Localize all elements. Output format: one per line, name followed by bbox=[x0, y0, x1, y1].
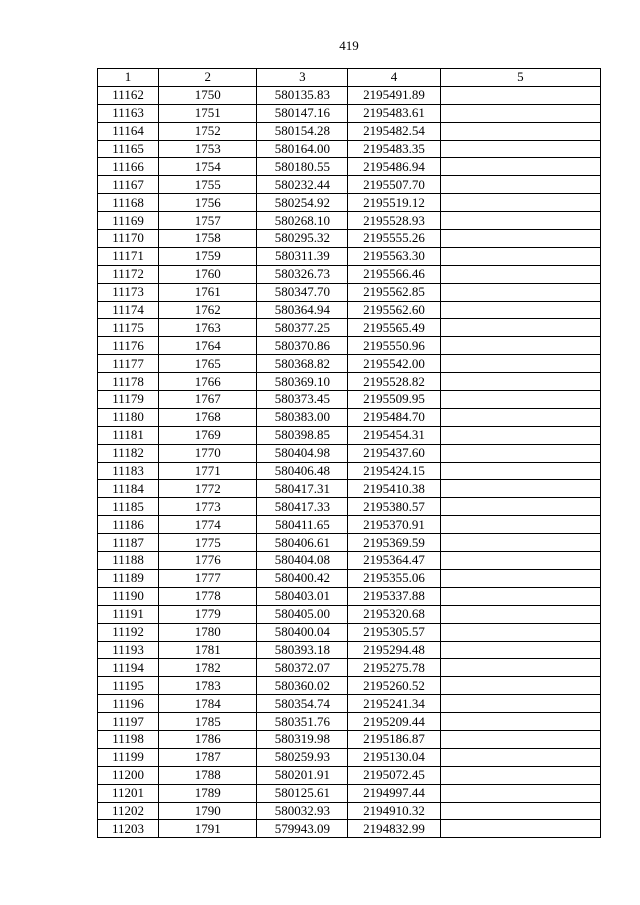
table-cell-col-5 bbox=[440, 140, 600, 158]
table-cell-col-3: 580259.93 bbox=[257, 748, 348, 766]
table-row bbox=[98, 194, 601, 212]
table-cell-col-1: 11198 bbox=[98, 730, 159, 748]
table-cell-col-2: 1790 bbox=[159, 802, 257, 820]
table-row bbox=[98, 426, 601, 444]
table-cell-col-2: 1789 bbox=[159, 784, 257, 802]
table-cell-col-5 bbox=[440, 408, 600, 426]
table-row bbox=[98, 695, 601, 713]
column-header-2: 2 bbox=[159, 69, 257, 87]
table-row bbox=[98, 337, 601, 355]
table-cell-col-2: 1770 bbox=[159, 444, 257, 462]
table-cell-col-2: 1766 bbox=[159, 373, 257, 391]
table-cell-col-3: 580032.93 bbox=[257, 802, 348, 820]
table-row bbox=[98, 748, 601, 766]
table-cell-col-4: 2195320.68 bbox=[348, 605, 440, 623]
table-cell-col-4: 2195241.34 bbox=[348, 695, 440, 713]
table-cell-col-5 bbox=[440, 462, 600, 480]
table-cell-col-3: 580398.85 bbox=[257, 426, 348, 444]
table-cell-col-4: 2195380.57 bbox=[348, 498, 440, 516]
table-cell-col-5 bbox=[440, 784, 600, 802]
table-cell-col-5 bbox=[440, 766, 600, 784]
table-cell-col-3: 580319.98 bbox=[257, 730, 348, 748]
table-row bbox=[98, 373, 601, 391]
table-cell-col-1: 11177 bbox=[98, 355, 159, 373]
table-cell-col-1: 11181 bbox=[98, 426, 159, 444]
table-cell-col-3: 580406.48 bbox=[257, 462, 348, 480]
table-cell-col-4: 2195186.87 bbox=[348, 730, 440, 748]
table-cell-col-2: 1784 bbox=[159, 695, 257, 713]
table-cell-col-2: 1781 bbox=[159, 641, 257, 659]
table-cell-col-4: 2195484.70 bbox=[348, 408, 440, 426]
table-cell-col-2: 1776 bbox=[159, 552, 257, 570]
table-cell-col-1: 11190 bbox=[98, 587, 159, 605]
table-cell-col-1: 11179 bbox=[98, 391, 159, 409]
table-cell-col-1: 11170 bbox=[98, 230, 159, 248]
table-cell-col-3: 580360.02 bbox=[257, 677, 348, 695]
table-cell-col-1: 11178 bbox=[98, 373, 159, 391]
table-cell-col-1: 11194 bbox=[98, 659, 159, 677]
table-cell-col-2: 1791 bbox=[159, 820, 257, 838]
table-cell-col-4: 2195370.91 bbox=[348, 516, 440, 534]
table-cell-col-4: 2194832.99 bbox=[348, 820, 440, 838]
table-cell-col-4: 2195509.95 bbox=[348, 391, 440, 409]
table-cell-col-3: 580400.04 bbox=[257, 623, 348, 641]
table-cell-col-1: 11169 bbox=[98, 212, 159, 230]
table-cell-col-4: 2195483.61 bbox=[348, 104, 440, 122]
table-cell-col-1: 11163 bbox=[98, 104, 159, 122]
table-cell-col-5 bbox=[440, 86, 600, 104]
table-header bbox=[98, 69, 601, 87]
table-cell-col-2: 1785 bbox=[159, 713, 257, 731]
table-cell-col-4: 2195369.59 bbox=[348, 534, 440, 552]
table-cell-col-4: 2195275.78 bbox=[348, 659, 440, 677]
table-cell-col-3: 580406.61 bbox=[257, 534, 348, 552]
table-cell-col-1: 11200 bbox=[98, 766, 159, 784]
table-cell-col-1: 11192 bbox=[98, 623, 159, 641]
table-cell-col-3: 580404.98 bbox=[257, 444, 348, 462]
table-row bbox=[98, 677, 601, 695]
table-cell-col-4: 2195355.06 bbox=[348, 569, 440, 587]
table-row bbox=[98, 534, 601, 552]
table-cell-col-2: 1752 bbox=[159, 122, 257, 140]
table-cell-col-2: 1763 bbox=[159, 319, 257, 337]
table-cell-col-3: 580154.28 bbox=[257, 122, 348, 140]
column-header-1: 1 bbox=[98, 69, 159, 87]
table-cell-col-5 bbox=[440, 283, 600, 301]
table-cell-col-3: 580373.45 bbox=[257, 391, 348, 409]
table-cell-col-5 bbox=[440, 265, 600, 283]
table-cell-col-3: 580364.94 bbox=[257, 301, 348, 319]
table-cell-col-4: 2195305.57 bbox=[348, 623, 440, 641]
table-row bbox=[98, 408, 601, 426]
table-row bbox=[98, 247, 601, 265]
table-cell-col-2: 1755 bbox=[159, 176, 257, 194]
table-cell-col-2: 1751 bbox=[159, 104, 257, 122]
table-cell-col-1: 11183 bbox=[98, 462, 159, 480]
table-cell-col-4: 2195454.31 bbox=[348, 426, 440, 444]
table-row bbox=[98, 623, 601, 641]
table-cell-col-3: 580164.00 bbox=[257, 140, 348, 158]
table-cell-col-2: 1782 bbox=[159, 659, 257, 677]
table-row bbox=[98, 605, 601, 623]
table-cell-col-1: 11167 bbox=[98, 176, 159, 194]
table-cell-col-4: 2195364.47 bbox=[348, 552, 440, 570]
table-cell-col-2: 1764 bbox=[159, 337, 257, 355]
header-row bbox=[98, 69, 601, 87]
table-cell-col-4: 2195562.60 bbox=[348, 301, 440, 319]
table-cell-col-4: 2195294.48 bbox=[348, 641, 440, 659]
table-row bbox=[98, 140, 601, 158]
table-cell-col-4: 2195563.30 bbox=[348, 247, 440, 265]
table-cell-col-4: 2195565.49 bbox=[348, 319, 440, 337]
page-number: 419 bbox=[339, 38, 359, 53]
table-cell-col-2: 1768 bbox=[159, 408, 257, 426]
table-cell-col-4: 2195555.26 bbox=[348, 230, 440, 248]
table-cell-col-3: 580268.10 bbox=[257, 212, 348, 230]
table-cell-col-2: 1759 bbox=[159, 247, 257, 265]
table-cell-col-2: 1780 bbox=[159, 623, 257, 641]
table-cell-col-2: 1772 bbox=[159, 480, 257, 498]
table-cell-col-2: 1753 bbox=[159, 140, 257, 158]
table-row bbox=[98, 122, 601, 140]
table-cell-col-3: 580411.65 bbox=[257, 516, 348, 534]
table-cell-col-4: 2195130.04 bbox=[348, 748, 440, 766]
table-cell-col-5 bbox=[440, 820, 600, 838]
table-row bbox=[98, 462, 601, 480]
table-cell-col-5 bbox=[440, 426, 600, 444]
table-cell-col-2: 1756 bbox=[159, 194, 257, 212]
table-row bbox=[98, 516, 601, 534]
table-cell-col-3: 580377.25 bbox=[257, 319, 348, 337]
table-row bbox=[98, 158, 601, 176]
table-cell-col-1: 11175 bbox=[98, 319, 159, 337]
table-cell-col-4: 2195072.45 bbox=[348, 766, 440, 784]
table-cell-col-2: 1767 bbox=[159, 391, 257, 409]
table-cell-col-1: 11171 bbox=[98, 247, 159, 265]
table-cell-col-3: 580368.82 bbox=[257, 355, 348, 373]
table-row bbox=[98, 86, 601, 104]
table-cell-col-3: 580351.76 bbox=[257, 713, 348, 731]
table-cell-col-1: 11182 bbox=[98, 444, 159, 462]
column-header-4: 4 bbox=[348, 69, 440, 87]
table-cell-col-2: 1787 bbox=[159, 748, 257, 766]
table-cell-col-1: 11168 bbox=[98, 194, 159, 212]
table-cell-col-5 bbox=[440, 730, 600, 748]
table-row bbox=[98, 444, 601, 462]
table-cell-col-1: 11180 bbox=[98, 408, 159, 426]
table-cell-col-5 bbox=[440, 713, 600, 731]
table-cell-col-1: 11176 bbox=[98, 337, 159, 355]
table-cell-col-5 bbox=[440, 623, 600, 641]
table-cell-col-2: 1769 bbox=[159, 426, 257, 444]
table-row bbox=[98, 820, 601, 838]
table-cell-col-3: 580417.31 bbox=[257, 480, 348, 498]
table-cell-col-2: 1788 bbox=[159, 766, 257, 784]
table-cell-col-1: 11164 bbox=[98, 122, 159, 140]
table-row bbox=[98, 391, 601, 409]
table-cell-col-4: 2195519.12 bbox=[348, 194, 440, 212]
table-cell-col-4: 2195486.94 bbox=[348, 158, 440, 176]
table-cell-col-5 bbox=[440, 247, 600, 265]
table-cell-col-1: 11174 bbox=[98, 301, 159, 319]
table-row bbox=[98, 552, 601, 570]
table-cell-col-3: 580295.32 bbox=[257, 230, 348, 248]
table-cell-col-3: 579943.09 bbox=[257, 820, 348, 838]
table-cell-col-1: 11173 bbox=[98, 283, 159, 301]
table-cell-col-2: 1779 bbox=[159, 605, 257, 623]
table-cell-col-5 bbox=[440, 516, 600, 534]
table-cell-col-1: 11195 bbox=[98, 677, 159, 695]
table-cell-col-5 bbox=[440, 695, 600, 713]
table-cell-col-5 bbox=[440, 605, 600, 623]
table-cell-col-1: 11184 bbox=[98, 480, 159, 498]
table-cell-col-5 bbox=[440, 176, 600, 194]
table-cell-col-3: 580354.74 bbox=[257, 695, 348, 713]
table-row bbox=[98, 659, 601, 677]
table-cell-col-1: 11185 bbox=[98, 498, 159, 516]
table-row bbox=[98, 587, 601, 605]
table-cell-col-2: 1771 bbox=[159, 462, 257, 480]
table-cell-col-3: 580400.42 bbox=[257, 569, 348, 587]
table-cell-col-5 bbox=[440, 641, 600, 659]
table-cell-col-1: 11165 bbox=[98, 140, 159, 158]
table-row bbox=[98, 319, 601, 337]
table-cell-col-4: 2194910.32 bbox=[348, 802, 440, 820]
table-cell-col-4: 2195566.46 bbox=[348, 265, 440, 283]
table-cell-col-5 bbox=[440, 319, 600, 337]
table-row bbox=[98, 480, 601, 498]
table-cell-col-4: 2195528.93 bbox=[348, 212, 440, 230]
table-cell-col-5 bbox=[440, 748, 600, 766]
table-row bbox=[98, 104, 601, 122]
table-cell-col-2: 1778 bbox=[159, 587, 257, 605]
table-body bbox=[98, 86, 601, 837]
table-row bbox=[98, 301, 601, 319]
table-cell-col-3: 580369.10 bbox=[257, 373, 348, 391]
table-cell-col-3: 580372.07 bbox=[257, 659, 348, 677]
table-cell-col-2: 1786 bbox=[159, 730, 257, 748]
table-cell-col-5 bbox=[440, 552, 600, 570]
table-cell-col-5 bbox=[440, 122, 600, 140]
table-cell-col-1: 11202 bbox=[98, 802, 159, 820]
table-row bbox=[98, 498, 601, 516]
coordinates-table bbox=[97, 68, 601, 838]
table-cell-col-1: 11189 bbox=[98, 569, 159, 587]
table-cell-col-1: 11193 bbox=[98, 641, 159, 659]
table-cell-col-4: 2195437.60 bbox=[348, 444, 440, 462]
column-header-5: 5 bbox=[440, 69, 600, 87]
table-cell-col-4: 2195424.15 bbox=[348, 462, 440, 480]
table-cell-col-3: 580404.08 bbox=[257, 552, 348, 570]
table-cell-col-2: 1758 bbox=[159, 230, 257, 248]
table-cell-col-5 bbox=[440, 677, 600, 695]
table-row bbox=[98, 641, 601, 659]
table-cell-col-5 bbox=[440, 337, 600, 355]
table-row bbox=[98, 784, 601, 802]
table-cell-col-5 bbox=[440, 104, 600, 122]
table-row bbox=[98, 355, 601, 373]
table-cell-col-1: 11187 bbox=[98, 534, 159, 552]
table-cell-col-5 bbox=[440, 587, 600, 605]
table-cell-col-4: 2195491.89 bbox=[348, 86, 440, 104]
table-cell-col-5 bbox=[440, 373, 600, 391]
table-row bbox=[98, 713, 601, 731]
table-cell-col-3: 580405.00 bbox=[257, 605, 348, 623]
table-row bbox=[98, 283, 601, 301]
table-cell-col-4: 2195550.96 bbox=[348, 337, 440, 355]
table-cell-col-4: 2195483.35 bbox=[348, 140, 440, 158]
table-cell-col-5 bbox=[440, 498, 600, 516]
table-cell-col-3: 580232.44 bbox=[257, 176, 348, 194]
table-cell-col-1: 11199 bbox=[98, 748, 159, 766]
table-row bbox=[98, 730, 601, 748]
table-cell-col-1: 11162 bbox=[98, 86, 159, 104]
table-cell-col-4: 2195209.44 bbox=[348, 713, 440, 731]
column-header-3: 3 bbox=[257, 69, 348, 87]
table-cell-col-2: 1774 bbox=[159, 516, 257, 534]
table-cell-col-5 bbox=[440, 391, 600, 409]
table-cell-col-1: 11197 bbox=[98, 713, 159, 731]
table-cell-col-3: 580403.01 bbox=[257, 587, 348, 605]
table-cell-col-1: 11191 bbox=[98, 605, 159, 623]
table-cell-col-2: 1775 bbox=[159, 534, 257, 552]
table-cell-col-3: 580311.39 bbox=[257, 247, 348, 265]
table-cell-col-5 bbox=[440, 802, 600, 820]
table-cell-col-3: 580201.91 bbox=[257, 766, 348, 784]
table-cell-col-4: 2195337.88 bbox=[348, 587, 440, 605]
table-cell-col-4: 2195260.52 bbox=[348, 677, 440, 695]
table-cell-col-3: 580180.55 bbox=[257, 158, 348, 176]
table-cell-col-1: 11172 bbox=[98, 265, 159, 283]
table-cell-col-2: 1761 bbox=[159, 283, 257, 301]
table-cell-col-4: 2195410.38 bbox=[348, 480, 440, 498]
table-cell-col-2: 1765 bbox=[159, 355, 257, 373]
table-cell-col-2: 1783 bbox=[159, 677, 257, 695]
table-cell-col-3: 580383.00 bbox=[257, 408, 348, 426]
table-cell-col-3: 580393.18 bbox=[257, 641, 348, 659]
table-cell-col-5 bbox=[440, 355, 600, 373]
table-row bbox=[98, 802, 601, 820]
table-cell-col-2: 1750 bbox=[159, 86, 257, 104]
table-row bbox=[98, 265, 601, 283]
table-cell-col-5 bbox=[440, 212, 600, 230]
table-cell-col-4: 2195562.85 bbox=[348, 283, 440, 301]
table-row bbox=[98, 766, 601, 784]
table-cell-col-5 bbox=[440, 444, 600, 462]
table-row bbox=[98, 176, 601, 194]
table-cell-col-3: 580254.92 bbox=[257, 194, 348, 212]
table-cell-col-3: 580125.61 bbox=[257, 784, 348, 802]
table-cell-col-3: 580417.33 bbox=[257, 498, 348, 516]
table-cell-col-3: 580135.83 bbox=[257, 86, 348, 104]
table-cell-col-4: 2195528.82 bbox=[348, 373, 440, 391]
table-row bbox=[98, 212, 601, 230]
table-cell-col-2: 1762 bbox=[159, 301, 257, 319]
table-row bbox=[98, 569, 601, 587]
table-cell-col-3: 580147.16 bbox=[257, 104, 348, 122]
table-cell-col-4: 2194997.44 bbox=[348, 784, 440, 802]
table-cell-col-5 bbox=[440, 534, 600, 552]
table-cell-col-2: 1777 bbox=[159, 569, 257, 587]
table-cell-col-4: 2195542.00 bbox=[348, 355, 440, 373]
table-cell-col-1: 11196 bbox=[98, 695, 159, 713]
table-cell-col-5 bbox=[440, 569, 600, 587]
table-cell-col-2: 1757 bbox=[159, 212, 257, 230]
table-cell-col-1: 11201 bbox=[98, 784, 159, 802]
table-cell-col-1: 11203 bbox=[98, 820, 159, 838]
table-cell-col-5 bbox=[440, 659, 600, 677]
table-cell-col-3: 580370.86 bbox=[257, 337, 348, 355]
table-cell-col-5 bbox=[440, 480, 600, 498]
table-cell-col-5 bbox=[440, 194, 600, 212]
table-cell-col-4: 2195482.54 bbox=[348, 122, 440, 140]
table-row bbox=[98, 230, 601, 248]
table-cell-col-3: 580326.73 bbox=[257, 265, 348, 283]
table-cell-col-1: 11186 bbox=[98, 516, 159, 534]
table-cell-col-5 bbox=[440, 158, 600, 176]
table-cell-col-2: 1773 bbox=[159, 498, 257, 516]
table-cell-col-3: 580347.70 bbox=[257, 283, 348, 301]
table-cell-col-2: 1754 bbox=[159, 158, 257, 176]
table-cell-col-1: 11166 bbox=[98, 158, 159, 176]
table-cell-col-5 bbox=[440, 301, 600, 319]
table-cell-col-2: 1760 bbox=[159, 265, 257, 283]
table-cell-col-5 bbox=[440, 230, 600, 248]
table-cell-col-4: 2195507.70 bbox=[348, 176, 440, 194]
table-cell-col-1: 11188 bbox=[98, 552, 159, 570]
